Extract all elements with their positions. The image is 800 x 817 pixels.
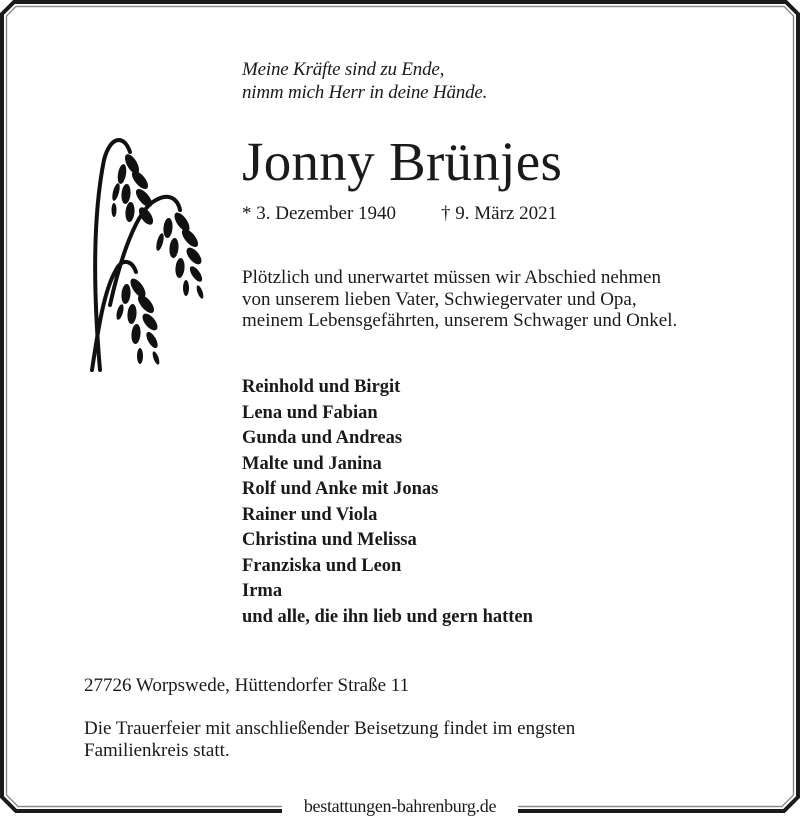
intro-line: Plötzlich und unerwartet müssen wir Abschied nehmen [242, 267, 661, 288]
mourner-entry: Rolf und Anke mit Jonas [242, 479, 439, 499]
mourners-list [242, 375, 533, 630]
motto-verse [242, 58, 487, 104]
service-line: Familienkreis statt. [84, 739, 230, 761]
family-address: 27726 Worpswede, Hüttendorfer Straße 11 [84, 675, 410, 696]
service-notice [84, 718, 575, 761]
intro-text [242, 267, 677, 332]
mourner-entry: Franziska und Leon [242, 555, 402, 576]
mourner-entry: und alle, die ihn lieb und gern hatten [242, 606, 533, 627]
death-date: † 9. März 2021 [441, 203, 558, 224]
mourner-entry: Lena und Fabian [242, 402, 378, 423]
mourner-entry: Christina und Melissa [242, 530, 417, 550]
mourner-entry: Rainer und Viola [242, 504, 378, 525]
mourner-entry: Irma [242, 581, 283, 601]
service-line: Die Trauerfeier mit anschließender Beisetzung findet im engsten [84, 718, 576, 739]
birth-date: * 3. Dezember 1940 [242, 203, 397, 224]
intro-line: meinem Lebensgefährten, unserem Schwager und Onkel. [242, 310, 678, 331]
grain-ears-icon [86, 130, 216, 380]
intro-line: von unserem lieben Vater, Schwiegervater und Opa, [242, 288, 637, 310]
mourner-entry: Gunda und Andreas [242, 428, 403, 448]
mourner-entry: Reinhold und Birgit [242, 377, 401, 397]
mourner-entry: Malte und Janina [242, 453, 382, 474]
motto-line: Meine Kräfte sind zu Ende, [242, 59, 445, 80]
deceased-name: Jonny Brünjes [242, 131, 563, 192]
motto-line: nimm mich Herr in deine Hände. [242, 82, 488, 103]
funeral-home-link[interactable]: bestattungen-bahrenburg.de [282, 796, 518, 816]
